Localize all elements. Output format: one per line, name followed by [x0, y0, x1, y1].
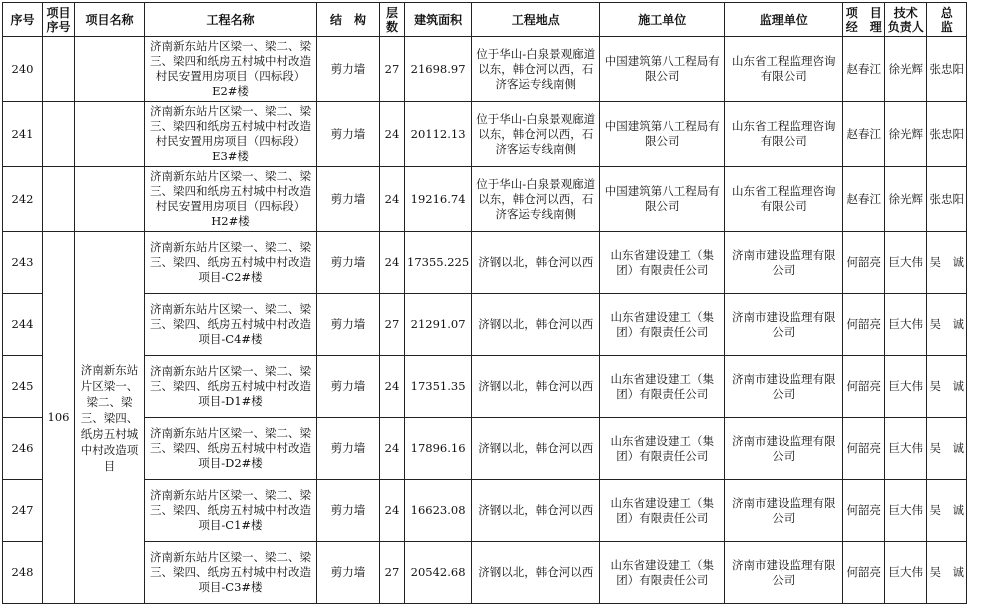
row-floors: 27 — [380, 542, 405, 604]
row-location: 济钢以北，韩仓河以西 — [472, 480, 600, 542]
row-chief-supervisor: 吴 诚 — [927, 542, 967, 604]
row-structure: 剪力墙 — [317, 167, 380, 232]
row-supervisor: 济南市建设监理有限公司 — [725, 294, 843, 356]
row-location: 位于华山-白泉景观廊道以东，韩仓河以西，石济客运专线南侧 — [472, 102, 600, 167]
row-area: 17355.225 — [405, 232, 472, 294]
row-project-manager: 赵春江 — [843, 37, 885, 102]
row-work-name: 济南新东站片区梁一、梁二、梁三、梁四和纸房五村城中村改造村民安置用房项目（四标段）H2#楼 — [145, 167, 317, 232]
row-supervisor: 济南市建设监理有限公司 — [725, 542, 843, 604]
row-work-name: 济南新东站片区梁一、梁二、梁三、梁四和纸房五村城中村改造村民安置用房项目（四标段）E2#楼 — [145, 37, 317, 102]
row-supervisor: 济南市建设监理有限公司 — [725, 356, 843, 418]
group-project-name: 济南新东站片区梁一、梁二、梁三、梁四、纸房五村城中村改造项目 — [75, 232, 145, 604]
row-tech-lead: 巨大伟 — [885, 232, 927, 294]
row-contractor: 山东省建设建工（集团）有限责任公司 — [600, 356, 725, 418]
row-area: 21291.07 — [405, 294, 472, 356]
row-contractor: 山东省建设建工（集团）有限责任公司 — [600, 480, 725, 542]
row-location: 位于华山-白泉景观廊道以东，韩仓河以西，石济客运专线南侧 — [472, 167, 600, 232]
empty-project-seq — [43, 167, 75, 232]
row-supervisor: 济南市建设监理有限公司 — [725, 232, 843, 294]
row-area: 19216.74 — [405, 167, 472, 232]
row-seq: 247 — [3, 480, 43, 542]
row-chief-supervisor: 张忠阳 — [927, 167, 967, 232]
row-work-name: 济南新东站片区梁一、梁二、梁三、梁四、纸房五村城中村改造项目-D1#楼 — [145, 356, 317, 418]
row-seq: 241 — [3, 102, 43, 167]
header-seq: 序号 — [3, 3, 43, 37]
row-work-name: 济南新东站片区梁一、梁二、梁三、梁四和纸房五村城中村改造村民安置用房项目（四标段）E3#楼 — [145, 102, 317, 167]
row-seq: 244 — [3, 294, 43, 356]
row-seq: 245 — [3, 356, 43, 418]
header-project-name: 项目名称 — [75, 3, 145, 37]
row-location: 济钢以北，韩仓河以西 — [472, 232, 600, 294]
group-project-seq: 106 — [43, 232, 75, 604]
row-contractor: 山东省建设建工（集团）有限责任公司 — [600, 418, 725, 480]
row-floors: 24 — [380, 102, 405, 167]
row-contractor: 山东省建设建工（集团）有限责任公司 — [600, 294, 725, 356]
row-supervisor: 山东省工程监理咨询有限公司 — [725, 37, 843, 102]
empty-project-name — [75, 37, 145, 102]
row-seq: 240 — [3, 37, 43, 102]
row-contractor: 山东省建设建工（集团）有限责任公司 — [600, 542, 725, 604]
header-floors: 层 数 — [380, 3, 405, 37]
row-tech-lead: 巨大伟 — [885, 480, 927, 542]
row-structure: 剪力墙 — [317, 542, 380, 604]
header-project-seq: 项目 序号 — [43, 3, 75, 37]
header-chief-supervisor: 总 监 — [927, 3, 967, 37]
row-seq: 246 — [3, 418, 43, 480]
row-area: 20542.68 — [405, 542, 472, 604]
row-structure: 剪力墙 — [317, 102, 380, 167]
empty-project-seq — [43, 37, 75, 102]
row-location: 济钢以北，韩仓河以西 — [472, 294, 600, 356]
header-contractor: 施工单位 — [600, 3, 725, 37]
row-project-manager: 何韶亮 — [843, 294, 885, 356]
project-table — [2, 2, 967, 604]
table-row — [3, 102, 967, 167]
row-work-name: 济南新东站片区梁一、梁二、梁三、梁四、纸房五村城中村改造项目-C3#楼 — [145, 542, 317, 604]
header-area: 建筑面积 — [405, 3, 472, 37]
table-row — [3, 418, 967, 480]
row-tech-lead: 巨大伟 — [885, 294, 927, 356]
row-chief-supervisor: 张忠阳 — [927, 37, 967, 102]
row-contractor: 中国建筑第八工程局有限公司 — [600, 37, 725, 102]
row-floors: 27 — [380, 294, 405, 356]
row-work-name: 济南新东站片区梁一、梁二、梁三、梁四、纸房五村城中村改造项目-C2#楼 — [145, 232, 317, 294]
row-supervisor: 山东省工程监理咨询有限公司 — [725, 167, 843, 232]
row-location: 济钢以北，韩仓河以西 — [472, 418, 600, 480]
row-floors: 24 — [380, 480, 405, 542]
table-row — [3, 542, 967, 604]
row-floors: 24 — [380, 418, 405, 480]
table-row — [3, 37, 967, 102]
row-location: 济钢以北，韩仓河以西 — [472, 356, 600, 418]
table-body — [3, 37, 967, 604]
row-floors: 24 — [380, 167, 405, 232]
row-area: 20112.13 — [405, 102, 472, 167]
row-structure: 剪力墙 — [317, 480, 380, 542]
row-seq: 242 — [3, 167, 43, 232]
header-structure: 结 构 — [317, 3, 380, 37]
row-floors: 24 — [380, 232, 405, 294]
row-contractor: 中国建筑第八工程局有限公司 — [600, 167, 725, 232]
row-work-name: 济南新东站片区梁一、梁二、梁三、梁四、纸房五村城中村改造项目-C1#楼 — [145, 480, 317, 542]
header-project-manager: 项 目 经 理 — [843, 3, 885, 37]
row-chief-supervisor: 吴 诚 — [927, 480, 967, 542]
row-floors: 27 — [380, 37, 405, 102]
table-row — [3, 232, 967, 294]
header-row — [3, 3, 967, 37]
row-area: 17896.16 — [405, 418, 472, 480]
row-project-manager: 何韶亮 — [843, 232, 885, 294]
row-supervisor: 济南市建设监理有限公司 — [725, 418, 843, 480]
row-area: 21698.97 — [405, 37, 472, 102]
header-supervisor: 监理单位 — [725, 3, 843, 37]
row-location: 位于华山-白泉景观廊道以东，韩仓河以西，石济客运专线南侧 — [472, 37, 600, 102]
header-work-name: 工程名称 — [145, 3, 317, 37]
row-chief-supervisor: 吴 诚 — [927, 294, 967, 356]
row-project-manager: 何韶亮 — [843, 356, 885, 418]
table-row — [3, 294, 967, 356]
header-location: 工程地点 — [472, 3, 600, 37]
row-contractor: 中国建筑第八工程局有限公司 — [600, 102, 725, 167]
row-chief-supervisor: 张忠阳 — [927, 102, 967, 167]
row-tech-lead: 徐光辉 — [885, 167, 927, 232]
empty-project-name — [75, 167, 145, 232]
row-project-manager: 何韶亮 — [843, 542, 885, 604]
row-area: 16623.08 — [405, 480, 472, 542]
row-work-name: 济南新东站片区梁一、梁二、梁三、梁四、纸房五村城中村改造项目-C4#楼 — [145, 294, 317, 356]
empty-project-name — [75, 102, 145, 167]
row-tech-lead: 徐光辉 — [885, 37, 927, 102]
row-chief-supervisor: 吴 诚 — [927, 356, 967, 418]
row-tech-lead: 巨大伟 — [885, 542, 927, 604]
table-row — [3, 480, 967, 542]
row-contractor: 山东省建设建工（集团）有限责任公司 — [600, 232, 725, 294]
row-location: 济钢以北，韩仓河以西 — [472, 542, 600, 604]
header-tech-lead: 技术 负责人 — [885, 3, 927, 37]
empty-project-seq — [43, 102, 75, 167]
row-tech-lead: 巨大伟 — [885, 356, 927, 418]
row-seq: 248 — [3, 542, 43, 604]
row-tech-lead: 徐光辉 — [885, 102, 927, 167]
row-structure: 剪力墙 — [317, 294, 380, 356]
table-row — [3, 356, 967, 418]
row-structure: 剪力墙 — [317, 232, 380, 294]
row-project-manager: 赵春江 — [843, 102, 885, 167]
row-structure: 剪力墙 — [317, 418, 380, 480]
row-chief-supervisor: 吴 诚 — [927, 232, 967, 294]
row-supervisor: 山东省工程监理咨询有限公司 — [725, 102, 843, 167]
row-project-manager: 何韶亮 — [843, 418, 885, 480]
row-floors: 24 — [380, 356, 405, 418]
row-work-name: 济南新东站片区梁一、梁二、梁三、梁四、纸房五村城中村改造项目-D2#楼 — [145, 418, 317, 480]
row-area: 17351.35 — [405, 356, 472, 418]
row-chief-supervisor: 吴 诚 — [927, 418, 967, 480]
row-tech-lead: 巨大伟 — [885, 418, 927, 480]
row-project-manager: 赵春江 — [843, 167, 885, 232]
row-structure: 剪力墙 — [317, 37, 380, 102]
row-supervisor: 济南市建设监理有限公司 — [725, 480, 843, 542]
row-seq: 243 — [3, 232, 43, 294]
row-structure: 剪力墙 — [317, 356, 380, 418]
row-project-manager: 何韶亮 — [843, 480, 885, 542]
table-row — [3, 167, 967, 232]
